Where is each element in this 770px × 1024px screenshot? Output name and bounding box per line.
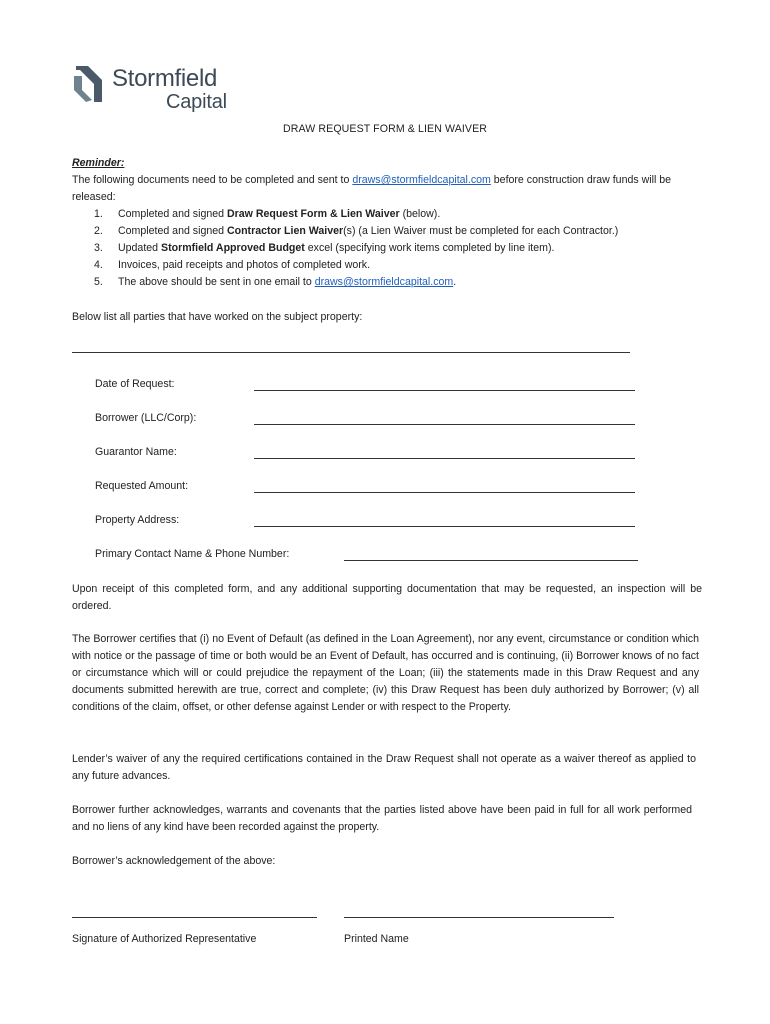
stormfield-s-icon xyxy=(72,66,106,102)
list-number: 3. xyxy=(94,242,103,254)
guarantor-name-label: Guarantor Name: xyxy=(95,446,177,458)
borrower-field[interactable] xyxy=(254,414,635,425)
list-text: (s) (a Lien Waiver must be completed for each Contractor.) xyxy=(343,225,619,237)
draws-email-link[interactable]: draws@stormfieldcapital.com xyxy=(314,276,454,288)
intro-text-after: before construction draw funds will be released: xyxy=(72,174,672,203)
list-text: Completed and signed xyxy=(118,225,227,237)
list-bold-text: Contractor Lien Waiver xyxy=(226,225,344,237)
property-address-field[interactable] xyxy=(254,516,635,527)
list-text: The above should be sent in one email to xyxy=(118,276,315,288)
list-number: 4. xyxy=(94,259,103,271)
required-documents-list xyxy=(72,206,702,291)
list-item xyxy=(72,223,702,240)
reminder-heading: Reminder: xyxy=(72,157,125,169)
signature-label: Signature of Authorized Representative xyxy=(72,933,257,945)
list-text: . xyxy=(453,276,457,288)
list-bold-text: Stormfield Approved Budget xyxy=(161,242,305,254)
requested-amount-field[interactable] xyxy=(254,482,635,493)
parties-entry-line[interactable] xyxy=(72,342,630,353)
parties-prompt: Below list all parties that have worked on the subject property: xyxy=(72,311,363,323)
requested-amount-label: Requested Amount: xyxy=(95,480,189,492)
certification-paragraph: The Borrower certifies that (i) no Event of Default (as defined in the Loan Agreement), nor any event, circumstance or condition which with notice or the passage of time or both would be an Event of Default, has occurred and is continuing, (ii) Borrower knows of no fact or circumstance which will or could prejudice the repayment of the Loan; (iii) the statements made in this Draw Request and any documents submitted herewith are true, correct and complete; (iv) this Draw Request has been duly authorized by Borrower; (v) all conditions of the claim, offset, or other defense against Lender or with respect to the Property. xyxy=(72,633,699,713)
date-of-request-field[interactable] xyxy=(254,380,635,391)
stormfield-logo xyxy=(72,64,242,118)
intro-text-before: The following documents need to be completed and sent to xyxy=(72,174,353,186)
acknowledgement-prompt: Borrower’s acknowledgement of the above: xyxy=(72,855,276,867)
reminder-intro xyxy=(72,172,702,206)
list-number: 1. xyxy=(94,208,103,220)
printed-name-label: Printed Name xyxy=(344,933,409,945)
property-address-label: Property Address: xyxy=(95,514,180,526)
primary-contact-label: Primary Contact Name & Phone Number: xyxy=(95,548,290,560)
primary-contact-field[interactable] xyxy=(344,550,638,561)
draws-email-link[interactable]: draws@stormfieldcapital.com xyxy=(352,174,491,186)
list-number: 5. xyxy=(94,276,103,288)
list-item xyxy=(72,274,702,291)
waiver-paragraph: Lender’s waiver of any the required certifications contained in the Draw Request shall not operate as a waiver thereof as applied to any future advances. xyxy=(72,753,696,782)
borrower-label: Borrower (LLC/Corp): xyxy=(95,412,197,424)
list-text: Updated xyxy=(118,242,161,254)
list-item xyxy=(72,240,702,257)
printed-name-line[interactable] xyxy=(344,907,614,918)
form-title: DRAW REQUEST FORM & LIEN WAIVER xyxy=(282,123,487,135)
guarantor-name-field[interactable] xyxy=(254,448,635,459)
logo-brand-line1: Stormfield xyxy=(112,65,218,92)
list-item xyxy=(72,257,702,274)
inspection-paragraph: Upon receipt of this completed form, and any additional supporting documentation that may be requested, an inspection will be ordered. xyxy=(72,583,702,612)
list-text: excel (specifying work items completed by line item). xyxy=(304,242,555,254)
logo-brand-line2: Capital xyxy=(166,91,227,113)
list-text: Completed and signed xyxy=(118,208,227,220)
list-text: (below). xyxy=(399,208,441,220)
list-text: Invoices, paid receipts and photos of completed work. xyxy=(118,259,371,271)
acknowledges-paragraph: Borrower further acknowledges, warrants and covenants that the parties listed above have been paid in full for all work performed and no liens of any kind have been recorded against the property. xyxy=(72,804,692,833)
signature-line[interactable] xyxy=(72,907,317,918)
list-bold-text: Draw Request Form & Lien Waiver xyxy=(226,208,400,220)
date-of-request-label: Date of Request: xyxy=(95,378,175,390)
list-item xyxy=(72,206,702,223)
list-number: 2. xyxy=(94,225,103,237)
